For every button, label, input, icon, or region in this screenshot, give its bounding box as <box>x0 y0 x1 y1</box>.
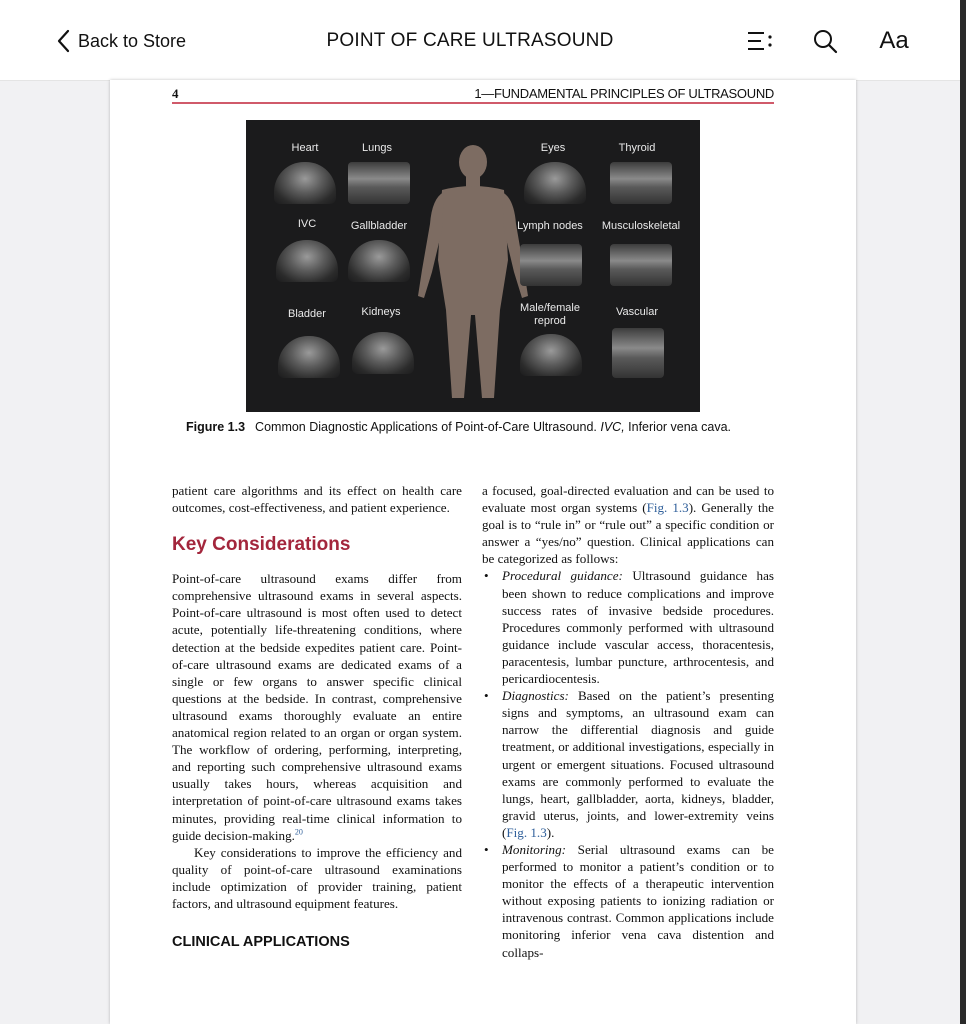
caption-title: Common Diagnostic Applications of Point-of-Care Ultrasound. <box>255 420 597 434</box>
left-column <box>172 482 462 951</box>
label-male-female-reprod: Male/female reprod <box>520 302 580 327</box>
figure-caption <box>186 420 786 434</box>
label-gallbladder: Gallbladder <box>350 220 408 232</box>
applications-list <box>482 567 774 960</box>
label-musculoskeletal: Musculoskeletal <box>601 220 681 232</box>
label-kidneys: Kidneys <box>361 306 401 318</box>
section-heading: Key Considerations <box>172 534 351 556</box>
search-icon[interactable] <box>810 26 840 56</box>
window-edge <box>960 0 966 1024</box>
ultrasound-lungs <box>348 162 410 204</box>
label-heart: Heart <box>291 142 319 154</box>
label-bladder: Bladder <box>288 308 326 320</box>
label-lymph-nodes: Lymph nodes <box>517 220 583 232</box>
paragraph: Key considerations to improve the efficiency and quality of point-of-care ultrasound examinations include optimization of provider training, patient factors, and ultrasound equipment features. <box>172 844 462 911</box>
reader-toolbar <box>0 0 960 81</box>
book-page <box>110 80 856 1024</box>
label-eyes: Eyes <box>540 142 566 154</box>
back-label: Back to Store <box>78 30 187 51</box>
label-lungs: Lungs <box>362 142 392 154</box>
figure-reference-link[interactable]: Fig. 1.3 <box>506 824 547 840</box>
paragraph: Point-of-care ultrasound exams differ from comprehensive ultrasound exams in several aspects. Point-of-care ultrasound is most often used to detect acute, potentially life-threatening conditions, where detection at the bedside expedites patient care. Point-of-care ultrasound exams are dedicated exams of a single or few organs to answer specific clinical questions at the bedside. In contrast, comprehensive ultrasound exams thoroughly evaluate an entire anatomical region related to an organ or organ system. The workflow of ordering, performing, interpreting, and reporting such comprehensive ultrasound exams usually takes hours, whereas acquisition and interpretation of point-of-care ultrasound exams takes minutes, providing real-time clinical information to guide decision-making.$^{20}$ <box>172 571 462 843</box>
running-header <box>172 84 774 104</box>
list-item: • Monitoring: Serial ultrasound exams can be performed to monitor a patient’s condition or to monitor the effects of a therapeutic intervention without exposing patients to ionizing radiation or intravenous contrast. Common applications include monitoring inferior vena cava distention and collaps- <box>482 841 774 961</box>
subsection-heading: CLINICAL APPLICATIONS <box>172 934 350 951</box>
ultrasound-vascular <box>612 328 664 378</box>
chapter-title: 1—FUNDAMENTAL PRINCIPLES OF ULTRASOUND <box>474 86 774 101</box>
paragraph: a focused, goal-directed evaluation and can be used to evaluate most organ systems (Fig. 1.3). Generally the goal is to “rule in” or “rule out” a specific condition or answer a “yes/no” question. Clinical applications can be categorized as follows: <box>482 483 774 567</box>
label-ivc: IVC <box>297 218 317 230</box>
right-column <box>482 482 774 961</box>
header-rule <box>172 102 774 104</box>
list-item: • Diagnostics: Based on the patient’s presenting signs and symptoms, an ultrasound exam can narrow the differential diagnosis and guide treatment, or additional investigations, especially in urgent or emergent situations. Focused ultrasound exams are commonly performed to evaluate the lungs, heart, gallbladder, aorta, kidneys, bladder, gravid uterus, joints, and lower-extremity veins (Fig. 1.3). <box>482 687 774 841</box>
label-thyroid: Thyroid <box>618 142 656 154</box>
table-of-contents-icon[interactable] <box>746 26 774 56</box>
list-item: • Procedural guidance: Ultrasound guidance has been shown to reduce complications and improve success rates of invasive bedside procedures. Procedures commonly performed with ultrasound guidance include vascular access, thoracentesis, paracentesis, lumbar puncture, arthrocentesis, and pericardiocentesis. <box>482 567 774 687</box>
ultrasound-thyroid <box>610 162 672 204</box>
caption-abbr: IVC, <box>600 420 625 434</box>
book-title: POINT OF CARE ULTRASOUND <box>326 30 614 51</box>
font-settings-button[interactable]: Aa <box>879 27 909 54</box>
ultrasound-musculoskeletal <box>610 244 672 286</box>
ultrasound-lymph-nodes <box>520 244 582 286</box>
paragraph: patient care algorithms and its effect on health care outcomes, cost-effectiveness, and patient experience. <box>172 483 462 516</box>
reference-link[interactable]: 20 <box>294 827 303 837</box>
caption-abbr-definition: Inferior vena cava. <box>628 420 731 434</box>
figure-number: Figure 1.3 <box>186 420 246 434</box>
figure-applications <box>246 120 700 412</box>
page-number: 4 <box>172 86 179 101</box>
label-vascular: Vascular <box>616 306 658 318</box>
figure-reference-link[interactable]: Fig. 1.3 <box>646 500 689 516</box>
